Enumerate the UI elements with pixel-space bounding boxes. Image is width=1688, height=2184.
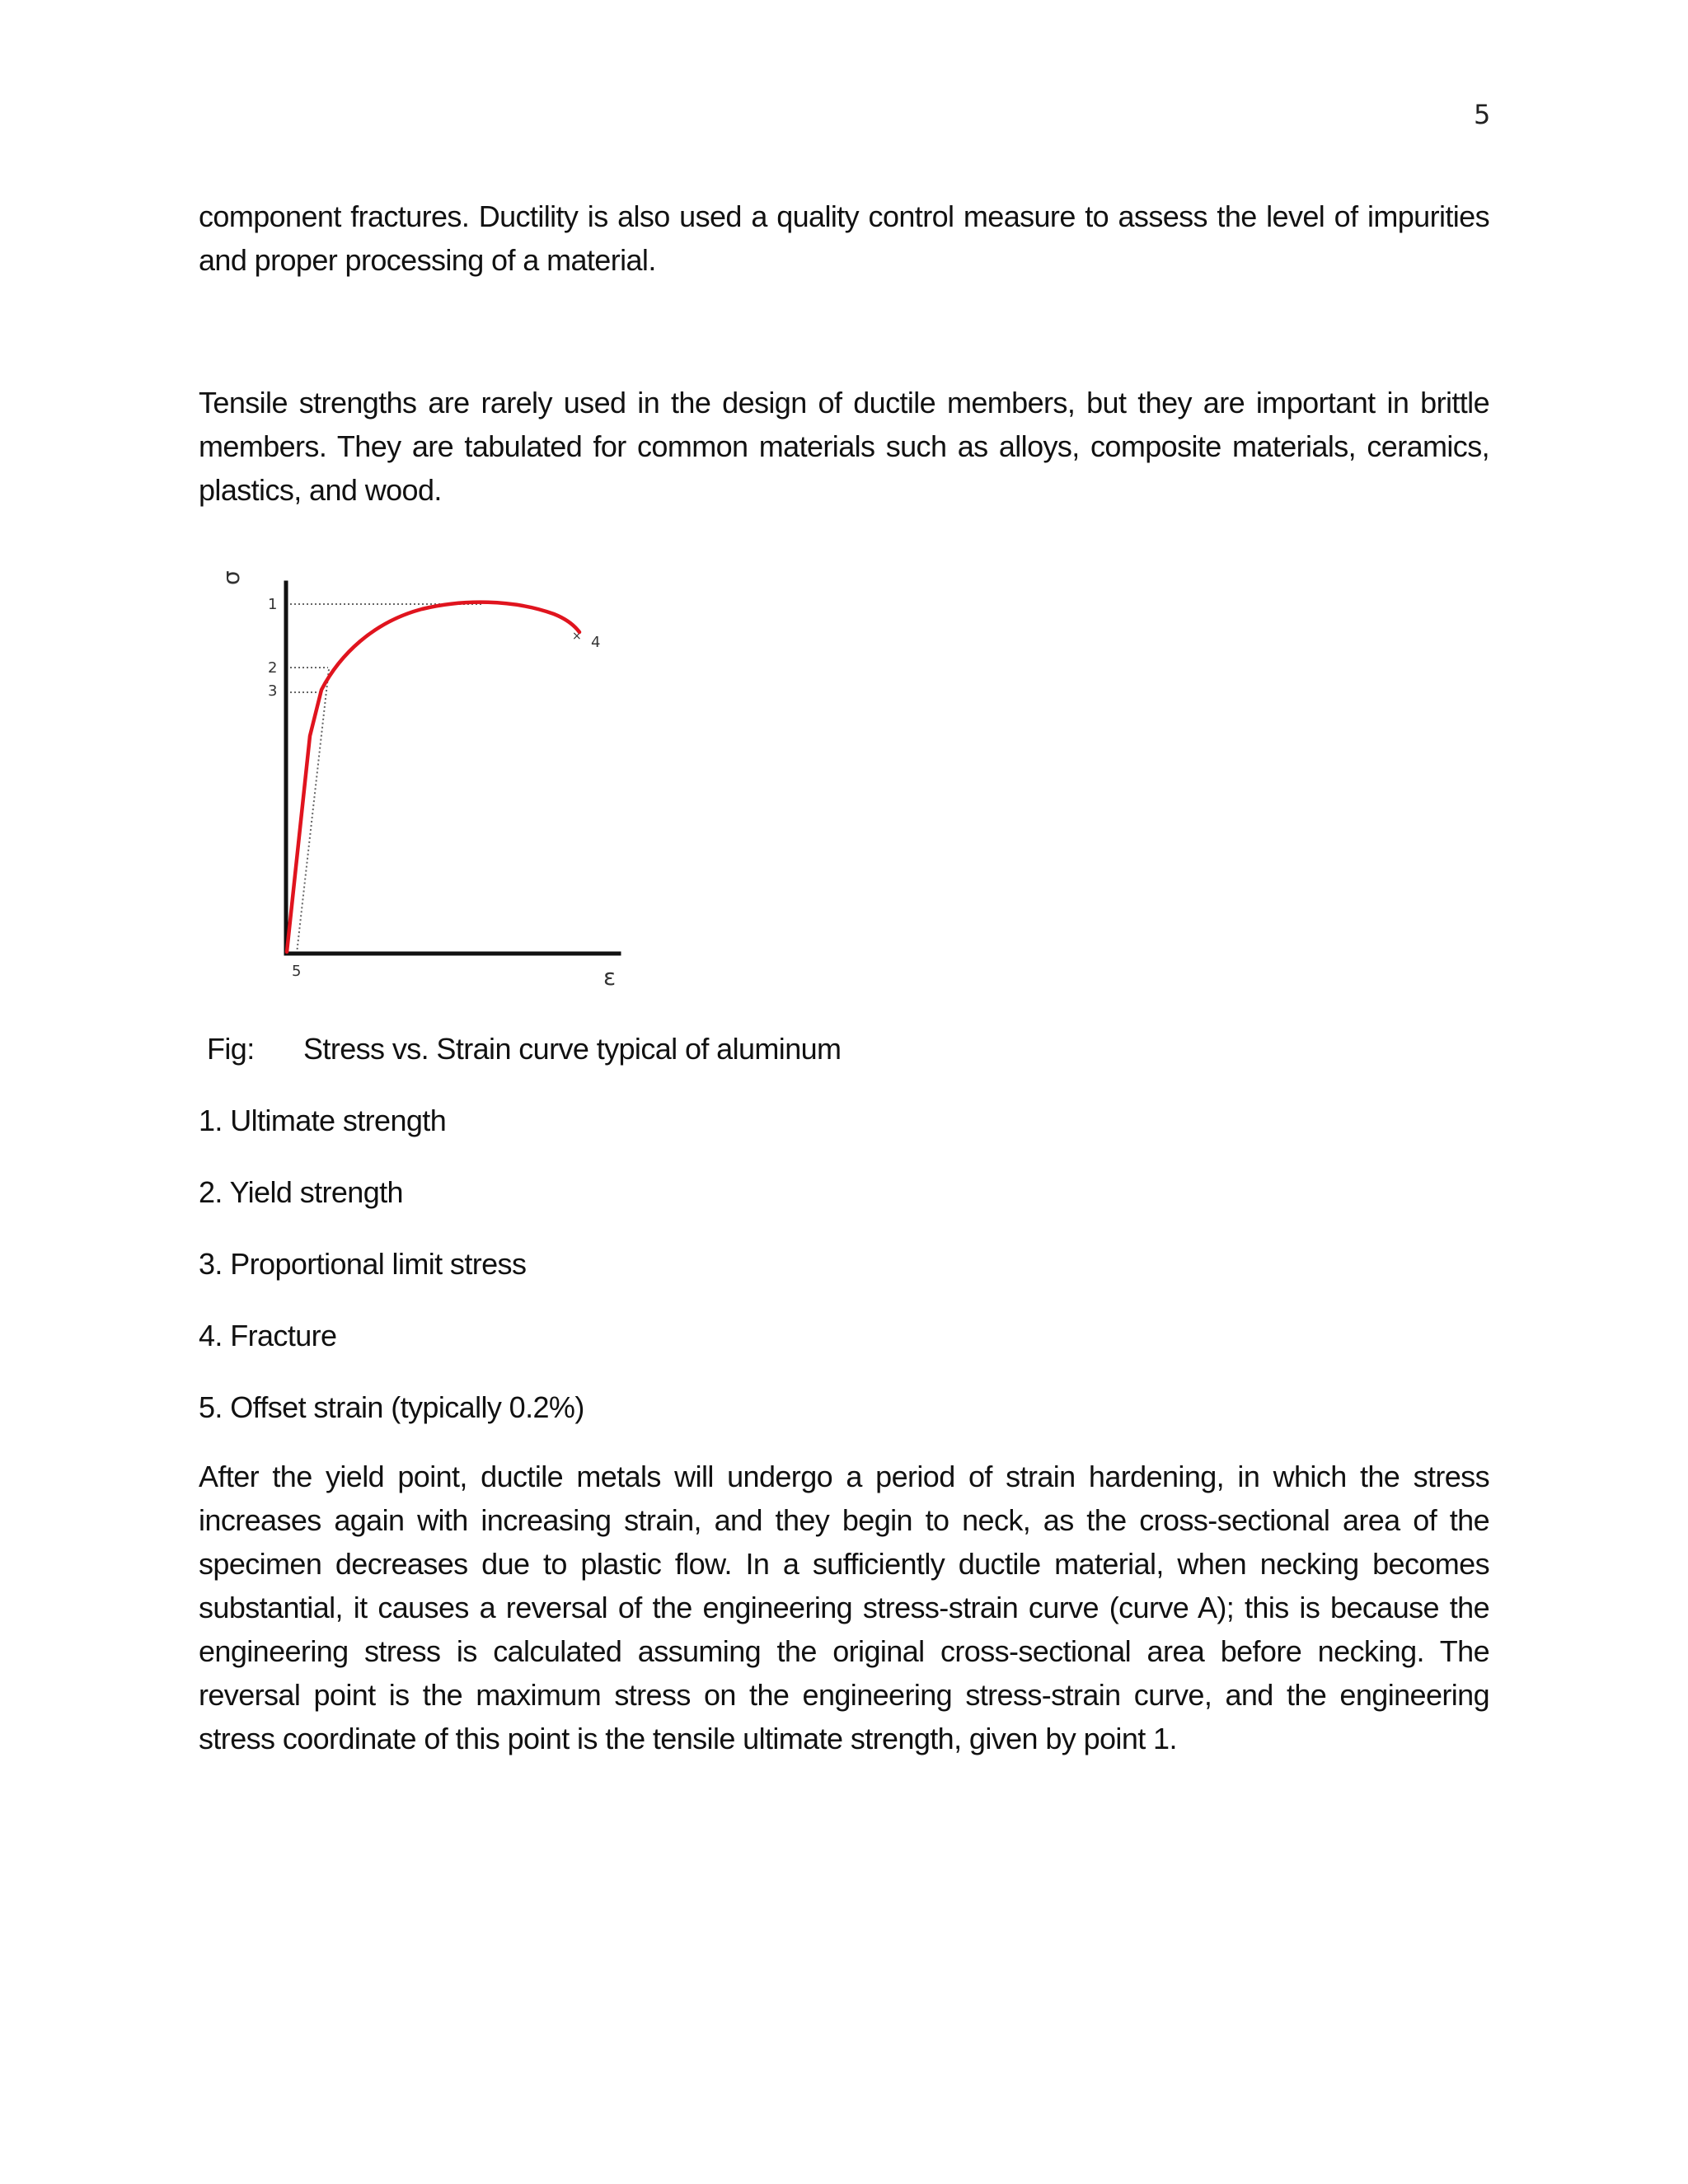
legend-item: 3. Proportional limit stress: [199, 1247, 527, 1281]
legend-item: 5. Offset strain (typically 0.2%): [199, 1390, 584, 1424]
stress-strain-curve: [287, 602, 579, 952]
point-label-3: 3: [268, 682, 278, 700]
legend-item: 4. Fracture: [199, 1319, 337, 1352]
x-axis-symbol: ε: [603, 963, 617, 991]
figure-legend-list: [199, 1100, 584, 1459]
legend-item: 2. Yield strength: [199, 1175, 403, 1209]
caption-text: Stress vs. Strain curve typical of aluminum: [303, 1032, 842, 1066]
fracture-mark: ×: [572, 630, 582, 643]
point-label-1: 1: [268, 596, 278, 613]
figure-caption: [207, 1029, 841, 1070]
paragraph-strain-hardening: After the yield point, ductile metals will undergo a period of strain hardening, in which the stress increases again with increasing strain, and they begin to neck, as the cross-sectional area of the specimen decreases due to plastic flow. In a sufficiently ductile material, when necking becomes substantial, it causes a reversal of the engineering stress-strain curve (curve A); this is because the engineering stress is calculated assuming the original cross-sectional area before necking. The reversal point is the maximum stress on the engineering stress-strain curve, and the engineering stress coordinate of this point is the tensile ultimate strength, given by point 1.: [199, 1460, 1489, 1755]
point-label-5: 5: [292, 963, 302, 980]
point-label-4: 4: [591, 634, 601, 651]
page-number: 5: [1474, 99, 1491, 130]
paragraph-ductility: component fractures. Ductility is also used a quality control measure to assess the level of impurities and proper processing of a material.: [199, 199, 1489, 277]
guide-lines: [286, 604, 481, 954]
stress-strain-diagram: [216, 565, 645, 993]
stress-strain-figure: [216, 565, 645, 993]
point-label-2: 2: [268, 659, 278, 677]
caption-label: Fig:: [207, 1032, 255, 1066]
axes: [286, 583, 619, 954]
y-axis-symbol: σ: [218, 570, 245, 585]
legend-item: 1. Ultimate strength: [199, 1104, 447, 1137]
paragraph-tensile-strengths: Tensile strengths are rarely used in the design of ductile members, but they are important in brittle members. They are tabulated for common materials such as alloys, composite materials, ceramics, plastics, and wood.: [199, 386, 1489, 507]
